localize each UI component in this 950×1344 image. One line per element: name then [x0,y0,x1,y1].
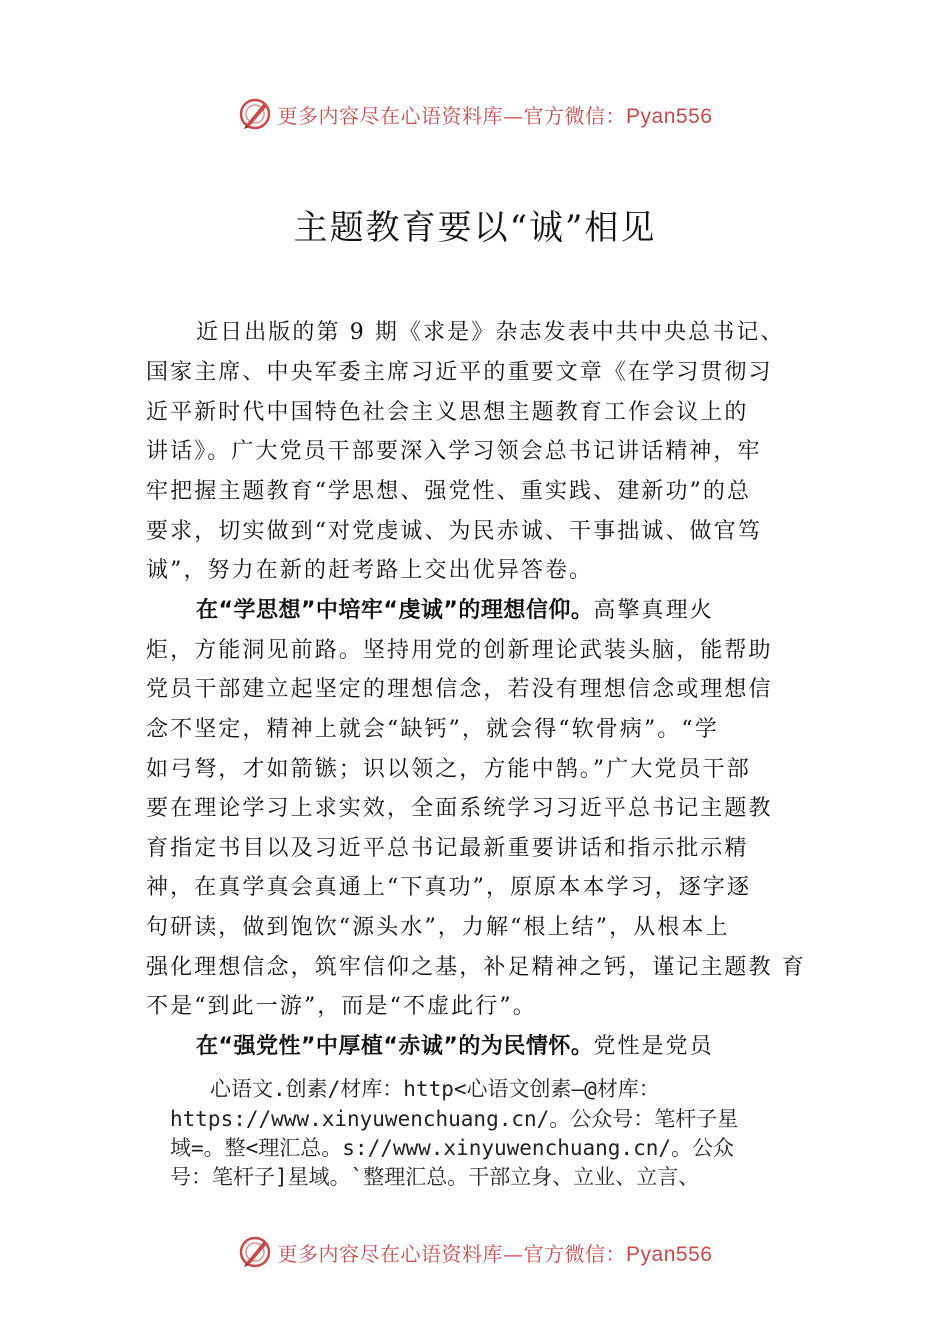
watermark-text-line: https://www.xinyuwenchuang.cn/。公众号：笔杆子星 [170,1107,739,1131]
header-banner [0,92,950,136]
watermark-text-line: 心语文.创素/材库：http<心语文创素—@材库： [210,1077,660,1101]
paragraph-line: 国家主席、中央军委主席习近平的重要文章《在学习贯彻习 [146,360,773,385]
section-heading: 在“强党性”中厚植“赤诚”的为民情怀。 [196,1034,594,1059]
paragraph-line: 育指定书目以及习近平总书记最新重要讲话和指示批示精 [146,836,749,861]
banner-text: 更多内容尽在心语资料库—官方微信：Pyan556 [277,103,713,128]
banner-text: 更多内容尽在心语资料库—官方微信：Pyan556 [277,1241,713,1266]
paragraph-line: 党员干部建立起坚定的理想信念，若没有理想信念或理想信 [146,677,773,702]
watermark-text-line: 号：笔杆子]星域。`整理汇总。干部立身、立业、立言、 [170,1165,700,1189]
paragraph-line: 诚”，努力在新的赶考路上交出优异答卷。 [146,558,594,583]
paragraph-line: 炬，方能洞见前路。坚持用党的创新理论武装头脑，能帮助 [146,638,773,663]
paragraph-line: 神，在真学真会真通上“下真功”，原原本本学习，逐字逐 [146,875,752,900]
paragraph-line: 句研读，做到饱饮“源头水”，力解“根上结”，从根本上 [146,915,730,940]
paragraph-line: 讲话》。广大党员干部要深入学习领会总书记讲话精神，牢 [146,439,762,464]
pen-logo-icon [238,97,272,131]
paragraph-line: 要求，切实做到“对党虔诚、为民赤诚、干事拙诚、做官笃 [146,519,762,544]
paragraph-line: 不是“到此一游”，而是“不虚此行”。 [146,994,537,1019]
footer-banner [0,1230,950,1274]
pen-logo-icon [238,1235,272,1269]
paragraph-line: 念不坚定，精神上就会“缺钙”，就会得“软骨病”。“学 [146,717,719,742]
paragraph-line: 如弓弩，才如箭镞；识以领之，方能中鹄。”广大党员干部 [146,757,751,782]
section-heading: 在“学思想”中培牢“虔诚”的理想信仰。 [196,598,594,623]
paragraph-line: 在“学思想”中培牢“虔诚”的理想信仰。高擎真理火 [196,598,714,623]
paragraph-line: 近平新时代中国特色社会主义思想主题教育工作会议上的 [146,400,749,425]
paragraph-line: 近日出版的第 9 期《求是》杂志发表中共中央总书记、 [196,320,785,345]
watermark-text-line: 域=。整<理汇总。s://www.xinyuwenchuang.cn/。公众 [170,1136,735,1160]
paragraph-line: 强化理想信念，筑牢信仰之基，补足精神之钙，谨记主题教 育 [146,955,806,980]
paragraph-line: 牢把握主题教育“学思想、强党性、重实践、建新功”的总 [146,479,752,504]
paragraph-line: 在“强党性”中厚植“赤诚”的为民情怀。党性是党员 [196,1034,714,1059]
article-title: 主题教育要以“诚”相见 [293,208,657,248]
paragraph-line: 要在理论学习上求实效，全面系统学习习近平总书记主题教 [146,796,773,821]
